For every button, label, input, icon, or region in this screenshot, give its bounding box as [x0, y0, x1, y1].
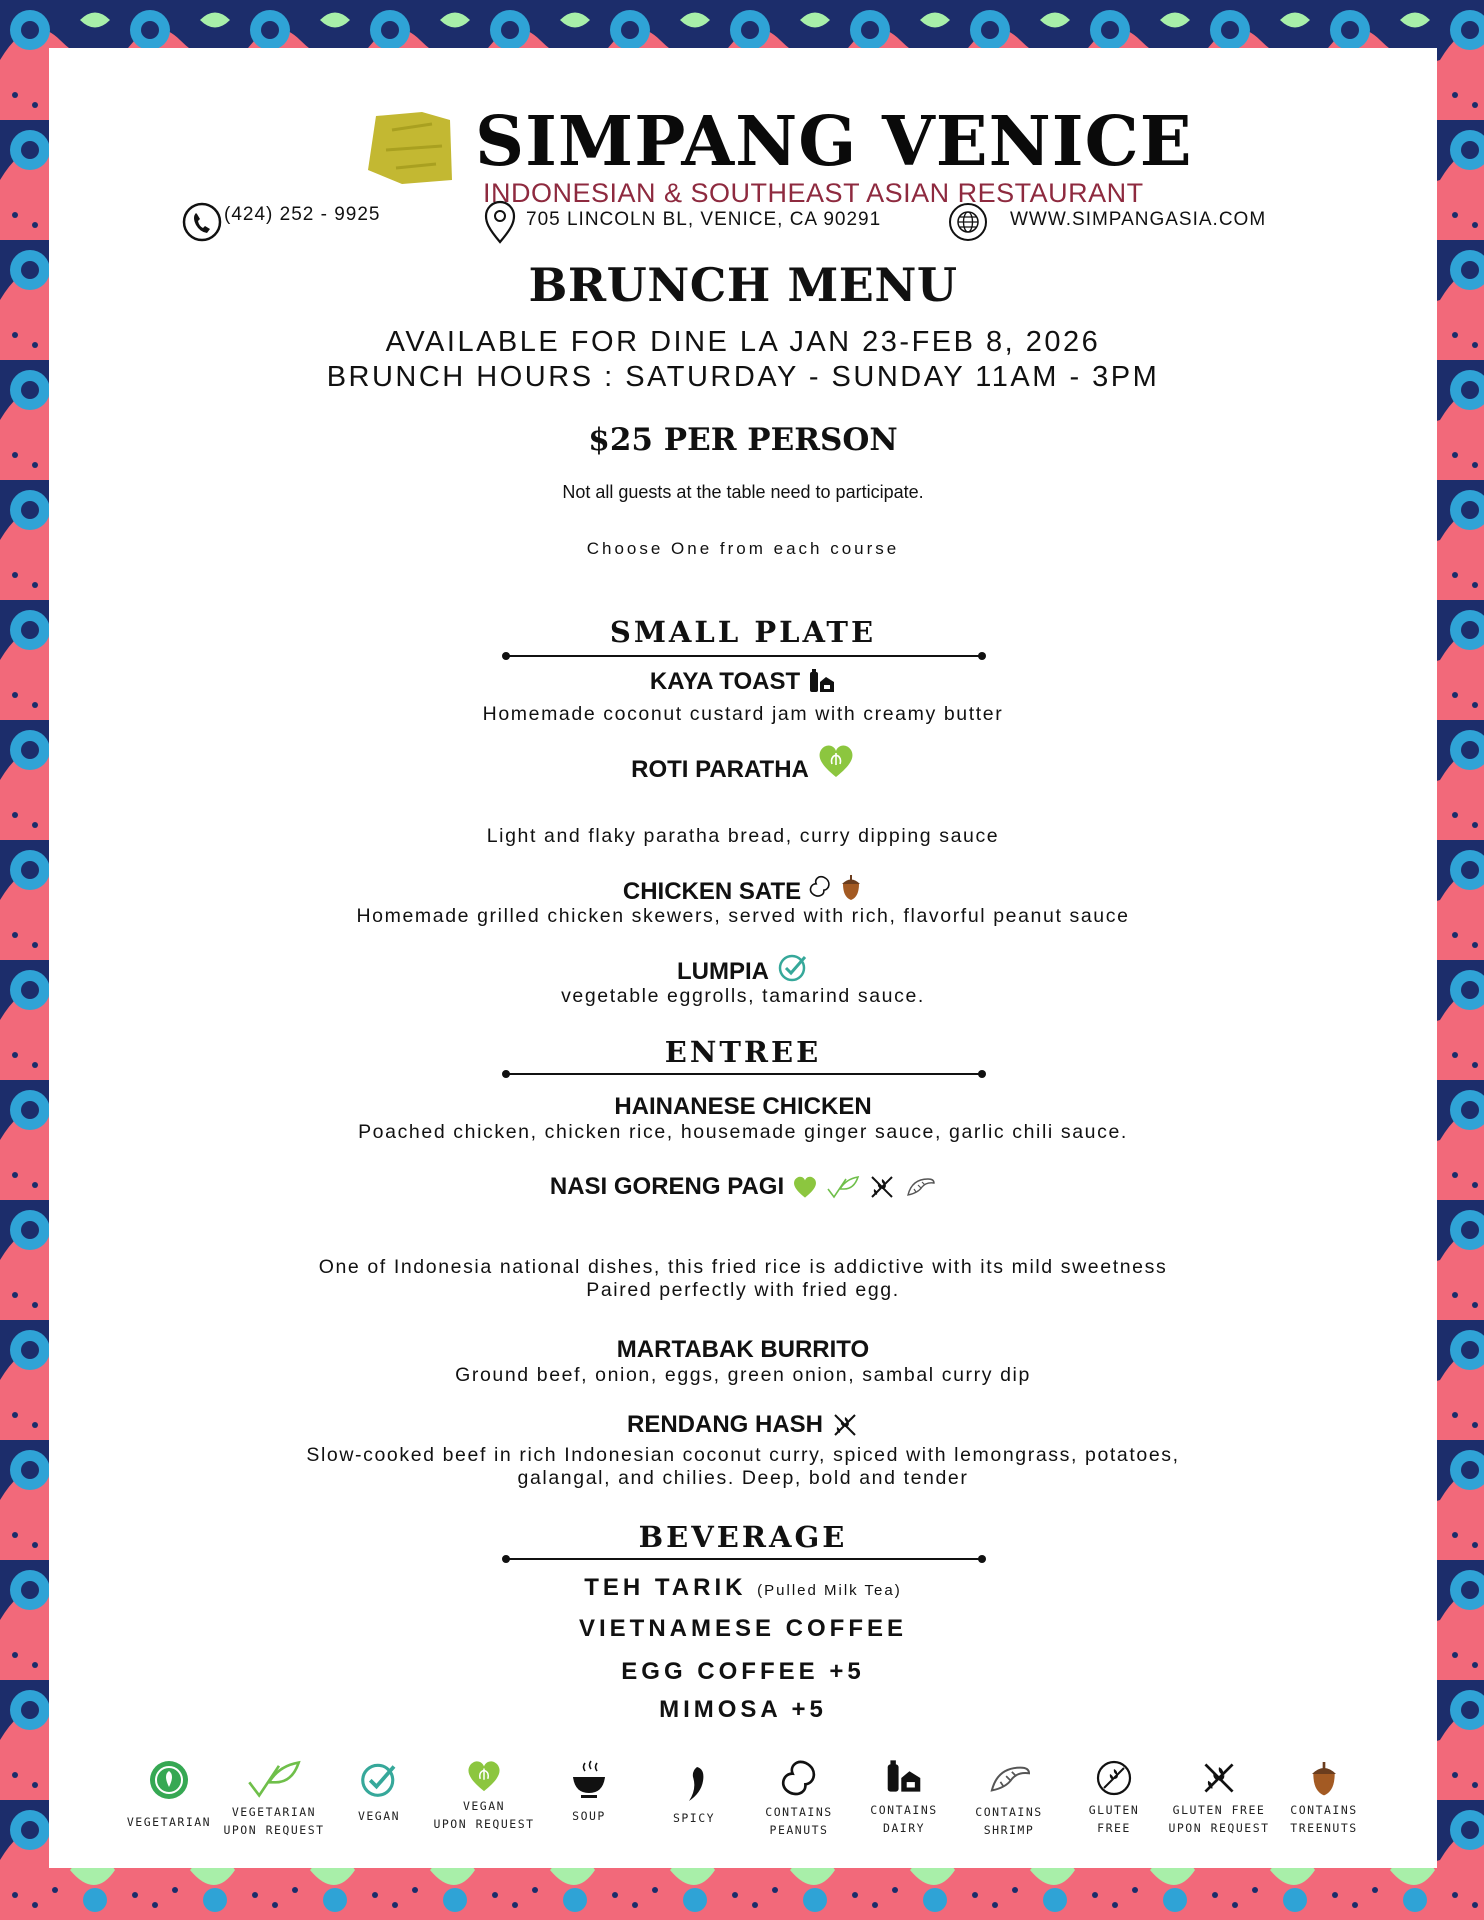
- gluten-free-upon-request-icon: [868, 1173, 896, 1201]
- address-contact[interactable]: [482, 200, 881, 244]
- section-divider: [506, 1558, 982, 1560]
- item-name: ROTI PARATHA: [631, 756, 809, 783]
- restaurant-header: [49, 78, 1437, 208]
- section-divider: [506, 655, 982, 657]
- item-name: LUMPIA: [677, 958, 769, 985]
- item-name: RENDANG HASH: [626, 1411, 823, 1438]
- legend-label: SOUP: [572, 1809, 606, 1823]
- vegan-upon-request-icon: [817, 743, 855, 779]
- beverage-item-teh-tarik: [49, 1574, 1437, 1602]
- menu-item-roti-paratha: [49, 738, 1437, 784]
- peanut-icon: [809, 875, 831, 899]
- legend-label: GLUTEN FREE UPON REQUEST: [1168, 1803, 1270, 1835]
- phone-icon: [182, 202, 222, 242]
- peanut-icon: [780, 1759, 818, 1799]
- globe-icon: [948, 202, 988, 242]
- spicy-icon: [679, 1759, 709, 1803]
- dairy-icon: [808, 668, 836, 696]
- item-description: Light and flaky paratha bread, curry dipping sauce: [486, 825, 1000, 847]
- website-link[interactable]: WWW.SIMPANGASIA.COM: [1010, 209, 1267, 230]
- section-title-beverage: BEVERAGE: [638, 1520, 848, 1554]
- item-name: NASI GORENG PAGI: [549, 1173, 785, 1200]
- logo-icon: [362, 110, 456, 188]
- shrimp-icon: [904, 1173, 936, 1201]
- restaurant-name: SIMPANG VENICE: [475, 102, 1193, 182]
- beverage-item-mimosa: MIMOSA +5: [659, 1696, 827, 1723]
- section-title-small-plate: SMALL PLATE: [609, 615, 877, 649]
- location-pin-icon: [482, 200, 518, 244]
- beverage-item-egg-coffee: EGG COFFEE +5: [621, 1658, 865, 1685]
- course-instruction: Choose One from each course: [586, 539, 900, 558]
- gluten-free-icon: [1095, 1759, 1133, 1797]
- legend-label: VEGETARIAN UPON REQUEST: [223, 1805, 325, 1837]
- menu-item-nasi-goreng-pagi: [49, 1173, 1437, 1201]
- vegan-icon: [359, 1759, 399, 1799]
- beverage-note: (Pulled Milk Tea): [757, 1582, 902, 1599]
- legend-label: VEGAN: [357, 1809, 401, 1823]
- menu-item-kaya-toast: [49, 668, 1437, 696]
- vegetarian-icon: [148, 1759, 190, 1801]
- menu-item-rendang-hash: [49, 1411, 1437, 1439]
- availability-text: AVAILABLE FOR DINE LA JAN 23-FEB 8, 2026: [385, 326, 1101, 358]
- vegetarian-upon-request-icon: [826, 1175, 860, 1199]
- treenut-icon: [1308, 1759, 1340, 1797]
- vegan-upon-request-icon: [466, 1759, 502, 1793]
- section-divider: [506, 1073, 982, 1075]
- item-name: HAINANESE CHICKEN: [614, 1093, 872, 1120]
- legend-treenuts: [1259, 1759, 1389, 1837]
- menu-item-chicken-sate: [49, 868, 1437, 906]
- legend-label: CONTAINS SHRIMP: [975, 1805, 1043, 1837]
- menu-item-lumpia: [49, 948, 1437, 986]
- menu-item-martabak-burrito: [49, 1336, 1437, 1364]
- phone-number: (424) 252 - 9925: [224, 204, 381, 225]
- legend-label: CONTAINS TREENUTS: [1290, 1803, 1358, 1835]
- legend-label: CONTAINS DAIRY: [870, 1803, 938, 1835]
- vegan-upon-request-icon: [792, 1175, 818, 1199]
- beverage-item-vietnamese-coffee: VIETNAMESE COFFEE: [578, 1615, 908, 1642]
- legend-label: GLUTEN FREE: [1088, 1803, 1140, 1835]
- item-description: galangal, and chilies. Deep, bold and tender: [517, 1467, 969, 1489]
- gluten-free-upon-request-icon: [1200, 1759, 1238, 1797]
- participation-note: Not all guests at the table need to participate.: [562, 482, 924, 502]
- gluten-free-upon-request-icon: [831, 1411, 859, 1439]
- vegetarian-upon-request-icon: [246, 1759, 302, 1799]
- shrimp-icon: [986, 1759, 1032, 1799]
- brunch-hours: BRUNCH HOURS : SATURDAY - SUNDAY 11AM - 3PM: [326, 361, 1160, 393]
- item-description: vegetable eggrolls, tamarind sauce.: [561, 985, 925, 1007]
- beverage-name: TEH TARIK: [584, 1574, 747, 1601]
- phone-contact[interactable]: [182, 200, 381, 244]
- item-description: Poached chicken, chicken rice, housemade ginger sauce, garlic chili sauce.: [358, 1121, 1128, 1143]
- item-name: KAYA TOAST: [649, 668, 801, 695]
- dairy-icon: [885, 1759, 923, 1797]
- item-description: Paired perfectly with fried egg.: [586, 1279, 900, 1301]
- item-description: Slow-cooked beef in rich Indonesian coconut curry, spiced with lemongrass, potatoes,: [306, 1444, 1180, 1466]
- legend-label: CONTAINS PEANUTS: [765, 1805, 833, 1837]
- menu-title: BRUNCH MENU: [528, 258, 958, 312]
- section-title-entree: ENTREE: [664, 1035, 822, 1069]
- item-name: CHICKEN SATE: [622, 878, 802, 905]
- vegan-icon: [777, 952, 809, 982]
- item-description: One of Indonesia national dishes, this fried rice is addictive with its mild sweetness: [318, 1256, 1168, 1278]
- item-description: Ground beef, onion, eggs, green onion, sambal curry dip: [455, 1364, 1031, 1386]
- website-contact[interactable]: [948, 200, 1266, 244]
- soup-icon: [569, 1759, 609, 1801]
- item-description: Homemade coconut custard jam with creamy butter: [482, 703, 1004, 725]
- address-text: 705 LINCOLN BL, VENICE, CA 90291: [526, 209, 882, 230]
- treenut-icon: [839, 873, 863, 901]
- restaurant-tagline: INDONESIAN & SOUTHEAST ASIAN RESTAURANT: [483, 178, 1144, 208]
- menu-page: [49, 48, 1437, 1868]
- legend-label: VEGETARIAN: [126, 1815, 212, 1829]
- legend-label: SPICY: [672, 1811, 716, 1825]
- price-per-person: $25 PER PERSON: [588, 422, 898, 458]
- item-description: Homemade grilled chicken skewers, served with rich, flavorful peanut sauce: [356, 905, 1130, 927]
- legend-label: VEGAN UPON REQUEST: [433, 1799, 535, 1831]
- item-name: MARTABAK BURRITO: [616, 1336, 870, 1363]
- menu-item-hainanese-chicken: [49, 1093, 1437, 1121]
